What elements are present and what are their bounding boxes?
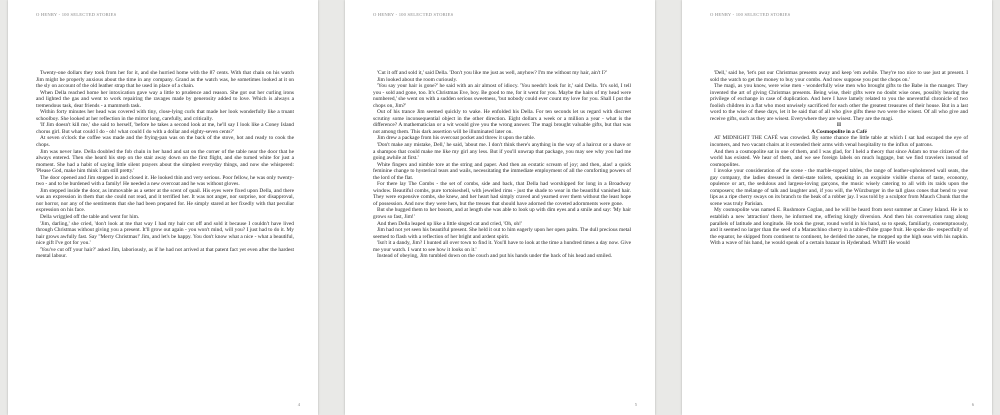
page-text (36, 70, 294, 260)
paragraph: Jim was never late. Della doubled the fob chain in her hand and sat on the corner of the table near the door that he always entered. Then she heard his step on the stair away down on the first flight, and she turned white for just a moment. She had a habit of saying little silent prayers about the simplest everyday things, and now she whispered: 'Please God, make him think I am still pretty.' (36, 148, 294, 175)
paragraph: And then Della leaped up like a little singed cat and cried, 'Oh, oh!' (377, 220, 522, 227)
paragraph: Jim drew a package from his overcoat pocket and threw it upon the table. (377, 135, 536, 142)
paragraph: AT MIDNIGHT THE CAFÉ was crowded. By some chance the little table at which I sat had escaped the eye of incomers, and two vacant chairs at it extended their arms with venal hospitality to the influx of patrons. (710, 135, 968, 149)
book-page-left (8, 0, 318, 415)
story-title: A Cosmopolite in a Café (811, 128, 867, 135)
page-number: 4 (297, 402, 300, 407)
paragraph: 'You say your hair is gone?' he said with an air almost of idiocy. 'You needn't look for it,' said Della. 'It's sold, I tell you - sold and gone, too. It's Christmas Eve, boy. Be good to me, for it went for you. Maybe the hairs of my head were numbered,' she went on with a sudden serious sweetness, 'but nobody could ever count my love for you. Shall I put the chops on, Jim?' (373, 83, 631, 109)
running-head: O HENRY - 100 SELECTED STORIES (36, 12, 117, 17)
paragraph: Within forty minutes her head was covered with tiny, close-lying curls that made her look wonderfully like a truant schoolboy. She looked at her reflection in the mirror long, carefully, and critically. (36, 109, 294, 122)
book-page-right (682, 0, 992, 415)
paragraph: For there lay The Combs - the set of combs, side and back, that Della had worshipped for long in a Broadway window. Beautiful combs, pure tortoiseshell, with jewelled rims - just the shade to wear in the beautiful vanished hair. They were expensive combs, she knew, and her heart had simply craved and yearned over them without the least hope of possession. And now they were hers, but the tresses that should have adorned the coveted adornments were gone. (373, 181, 631, 207)
paragraph: The magi, as you know, were wise men - wonderfully wise men who brought gifts to the Babe in the manger. They invented the art of giving Christmas presents. Being wise, their gifts were no doubt wise ones, possibly bearing the privilege of exchange in case of duplication. And here I have lamely related to you the uneventful chronicle of two foolish children in a flat who most unwisely sacrificed for each other the greatest treasures of their house. But in a last word to the wise of these days, let it be said that of all who give gifts these two were the wisest. Of all who give and receive gifts, such as they are wisest. Everywhere they are wisest. They are the magi. (710, 83, 968, 122)
page-number: 5 (634, 402, 637, 407)
paragraph: 'Don't make any mistake, Dell,' he said, 'about me. I don't think there's anything in the way of a haircut or a shave or a shampoo that could make me like my girl any less. But if you'll unwrap that package, you may see why you had me going awhile at first.' (373, 142, 631, 162)
paragraph: Jim stepped inside the door, as immovable as a setter at the scent of quail. His eyes were fixed upon Della, and there was an expression in them that she could not read, and it terrified her. It was not anger, nor surprise, nor disapproval, nor horror, nor any of the sentiments that she had been prepared for. He simply stared at her fixedly with that peculiar expression on his face. (36, 187, 294, 214)
paragraph: The door opened and Jim stepped in and closed it. He looked thin and very serious. Poor fellow, he was only twenty-two - and to be burdened with a family! He needed a new overcoat and he was without gloves. (36, 174, 294, 188)
paragraph: Out of his trance Jim seemed quickly to wake. He enfolded his Della. For ten seconds let us regard with discreet scrutiny some inconsequential object in the other direction. Eight dollars a week or a million a year - what is the difference? A mathematician or a wit would give you the wrong answer. The magi brought valuable gifts, but that was not among them. This dark assertion will be illuminated later on. (373, 109, 631, 135)
paragraph: My cosmopolite was named E. Rushmore Coglan, and he will be heard from next summer at Coney Island. He is to establish a new 'attraction' there, he informed me, offering kingly diversion. And then his conversation rang along parallels of latitude and longitude. He took the great, round world in his hand, so to speak, familiarly, contemptuously, and it seemed no larger than the seed of a Maraschino cherry in a table-d'hôte grape fruit. He spoke dis- respectfully of the equator, he skipped from continent to continent, he derided the zones, he mopped up the high seas with his napkin. With a wave of his hand, he would speak of a certain bazaar in Hyderabad. Whiff! He would (710, 207, 968, 247)
page-text (373, 70, 631, 260)
paragraph: White fingers and nimble tore at the string and paper. And then an ecstatic scream of joy; and then, alas! a quick feminine change to hysterical tears and wails, necessitating the immediate employment of all the comforting powers of the lord of the flat. (373, 161, 631, 181)
paragraph: But she hugged them to her bosom, and at length she was able to look up with dim eyes and a smile and say: 'My hair grows so fast, Jim!' (373, 207, 631, 221)
paragraph: Jim looked about the room curiously. (377, 76, 458, 83)
paragraph: 'If Jim doesn't kill me,' she said to herself, 'before he takes a second look at me, he'll say I look like a Coney Island chorus girl. But what could I do - oh! what could I do with a dollar and eighty-seven cents?' (36, 122, 294, 135)
page-number: 6 (971, 402, 974, 407)
paragraph: 'Cut it off and sold it,' said Della. 'Don't you like me just as well, anyhow? I'm me without my hair, ain't I?' (377, 70, 607, 76)
paragraph: Instead of obeying, Jim tumbled down on the couch and put his hands under the back of his head and smiled. (377, 253, 613, 260)
running-head: O HENRY - 100 SELECTED STORIES (373, 12, 454, 17)
paragraph: I invoke your consideration of the scene - the marble-topped tables, the range of leather-upholstered wall seats, the gay company, the ladies dressed in demi-state toilets, speaking in an exquisite visible chorus of taste, economy, opulence or art, the sedulous and largess-loving garçons, the music wisely catering to all with its raids upon the composers; the mélange of talk and laughter and, if you will, the Würzburger in the tall glass cones that bend to your lips as a ripe cherry sways on its branch to the beak of a robber jay. I was told by a sculptor from Mauch Chunk that the scene was truly Parisian. (710, 168, 968, 207)
paragraph: Della wriggled off the table and went for him. (40, 214, 140, 221)
paragraph: And then a cosmopolite sat in one of them, and I was glad, for I held a theory that since Adam no true citizen of the world has existed. We hear of them, and we see foreign labels on much luggage, but we find travelers instead of cosmopolites. (710, 148, 968, 168)
running-head: O HENRY - 100 SELECTED STORIES (710, 12, 791, 17)
chapter-number: II (836, 122, 842, 129)
paragraph: Twenty-one dollars they took from her for it, and she hurried home with the 87 cents. With that chain on his watch Jim might be properly anxious about the time in any company. Grand as the watch was, he sometimes looked at it on the sly on account of the old leather strap that he used in place of a chain. (36, 70, 294, 90)
paragraph: 'Dell,' said he, 'let's put our Christmas presents away and keep 'em awhile. They're too nice to use just at present. I sold the watch to get the money to buy your combs. And now suppose you put the chops on.' (710, 70, 968, 83)
paragraph: 'Isn't it a dandy, Jim? I hunted all over town to find it. You'll have to look at the time a hundred times a day now. Give me your watch. I want to see how it looks on it.' (373, 240, 631, 253)
paragraph: 'Jim, darling,' she cried, 'don't look at me that way I had my hair cut off and sold it because I couldn't have lived through Christmas without giving you a present. It'll grow out again - you won't mind, will you? I just had to do it. My hair grows awfully fast. Say "Merry Christmas!' Jim, and let's be happy. You don't know what a nice - what a beautiful, nice gift I've got for you.' (36, 220, 294, 247)
paragraph: When Della reached home her intoxication gave way a little to prudence and reason. She got out her curling irons and lighted the gas and went to work repairing the ravages made by generosity added to love. Which is always a tremendous task, dear friends - a mammoth task. (36, 89, 294, 109)
book-page-middle (345, 0, 655, 415)
paragraph: At seven o'clock the coffee was made and the frying-pan was on the back of the stove, hot and ready to cook the chops. (36, 135, 294, 149)
paragraph: Jim had not yet seen his beautiful present. She held it out to him eagerly upon her open palm. The dull precious metal seemed to flash with a reflection of her bright and ardent spirit. (373, 227, 631, 240)
paragraph: 'You've cut off your hair?' asked Jim, laboriously, as if he had not arrived at that patent fact yet even after the hardest mental labour. (36, 246, 294, 260)
page-text (710, 70, 968, 247)
